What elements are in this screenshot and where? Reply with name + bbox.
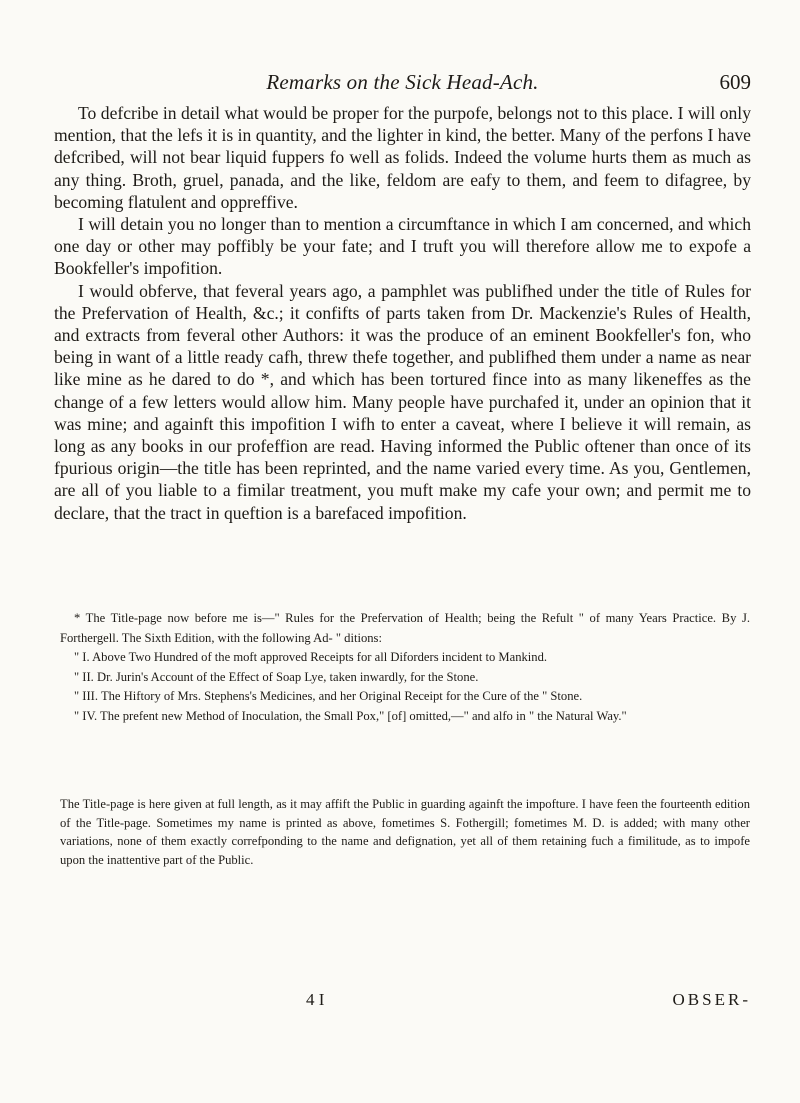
footnote: [60, 609, 750, 727]
footnote-item: " II. Dr. Jurin's Account of the Effect of Soap Lye, taken inwardly, for the Stone.: [74, 669, 479, 684]
running-title: Remarks on the Sick Head-Ach.: [266, 70, 539, 94]
paragraph: I would obferve, that feveral years ago, a pamphlet was publifhed under the title of Rules for the Prefervation of Health, &c.; it confifts of parts taken from Dr. Mackenzie's Rules of Health, and extracts from feveral other Authors: it was the produce of an eminent Bookfeller's fon, who being in want of a little ready cafh, threw thefe together, and publifhed them under a name as near like mine as he dared to do *, and which has been tortured fince into as many likeneffes as the change of a few letters would allow him. Many people have purchafed it, under an opinion that it was mine; and againft this impofition I wifh to enter a caveat, where I believe it will remain, as long as any books in our profeffion are read. Having informed the Public oftener than once of its fpurious origin—the title has been reprinted, and the name varied every time. As you, Gentlemen, are all of you liable to a fimilar treatment, you muft make my cafe your own; and permit me to declare, that the tract in queftion is a barefaced impofition.: [54, 280, 751, 523]
paragraph: I will detain you no longer than to mention a circumftance in which I am concerned, and which one day or other may poffibly be your fate; and I truft you will therefore allow me to expofe a Bookfeller's impofition.: [54, 214, 751, 279]
paragraph: To defcribe in detail what would be proper for the purpofe, belongs not to this place. I will only mention, that the lefs it is in quantity, and the lighter in kind, the better. Many of the perfons I have defcribed, will not bear liquid fuppers fo well as folids. Indeed the volume hurts them as much as any thing. Broth, gruel, panada, and the like, feldom are eafy to them, and feem to difagree, by becoming flatulent and oppreffive.: [54, 103, 751, 212]
footnote-item: " III. The Hiftory of Mrs. Stephens's Medicines, and her Original Receipt for the Cure of the " Stone.: [74, 689, 583, 704]
footnote-item: " IV. The prefent new Method of Inoculation, the Small Pox," [of] omitted,—" and alfo in " the Natural Way.": [74, 708, 627, 723]
catchline: [54, 990, 751, 1016]
body-text: [54, 102, 751, 524]
footnote-intro: * The Title-page now before me is—" Rules for the Prefervation of Health; being the Refult " of many Years Practice. By J. Forthergell. The Sixth Edition, with the following Ad- " ditions:: [60, 611, 750, 645]
signature-mark: 4 I: [306, 990, 325, 1009]
page-number: 609: [719, 70, 751, 94]
footnote-remark: [60, 795, 750, 869]
footnote-remark-text: The Title-page is here given at full length, as it may affift the Public in guarding againft the impofture. I have feen the fourteenth edition of the Title-page. Sometimes my name is printed as above, fometimes S. Fothergill; fometimes M. D. is added; with many other variations, none of them exactly correfponding to the name and defignation, yet all of them retaining fuch a fimilitude, as to impofe upon the inattentive part of the Public.: [60, 797, 750, 867]
footnote-item: " I. Above Two Hundred of the moft approved Receipts for all Diforders incident to Mankind.: [74, 650, 548, 665]
catchword: OBSER-: [672, 990, 751, 1009]
page-header: [54, 70, 751, 98]
